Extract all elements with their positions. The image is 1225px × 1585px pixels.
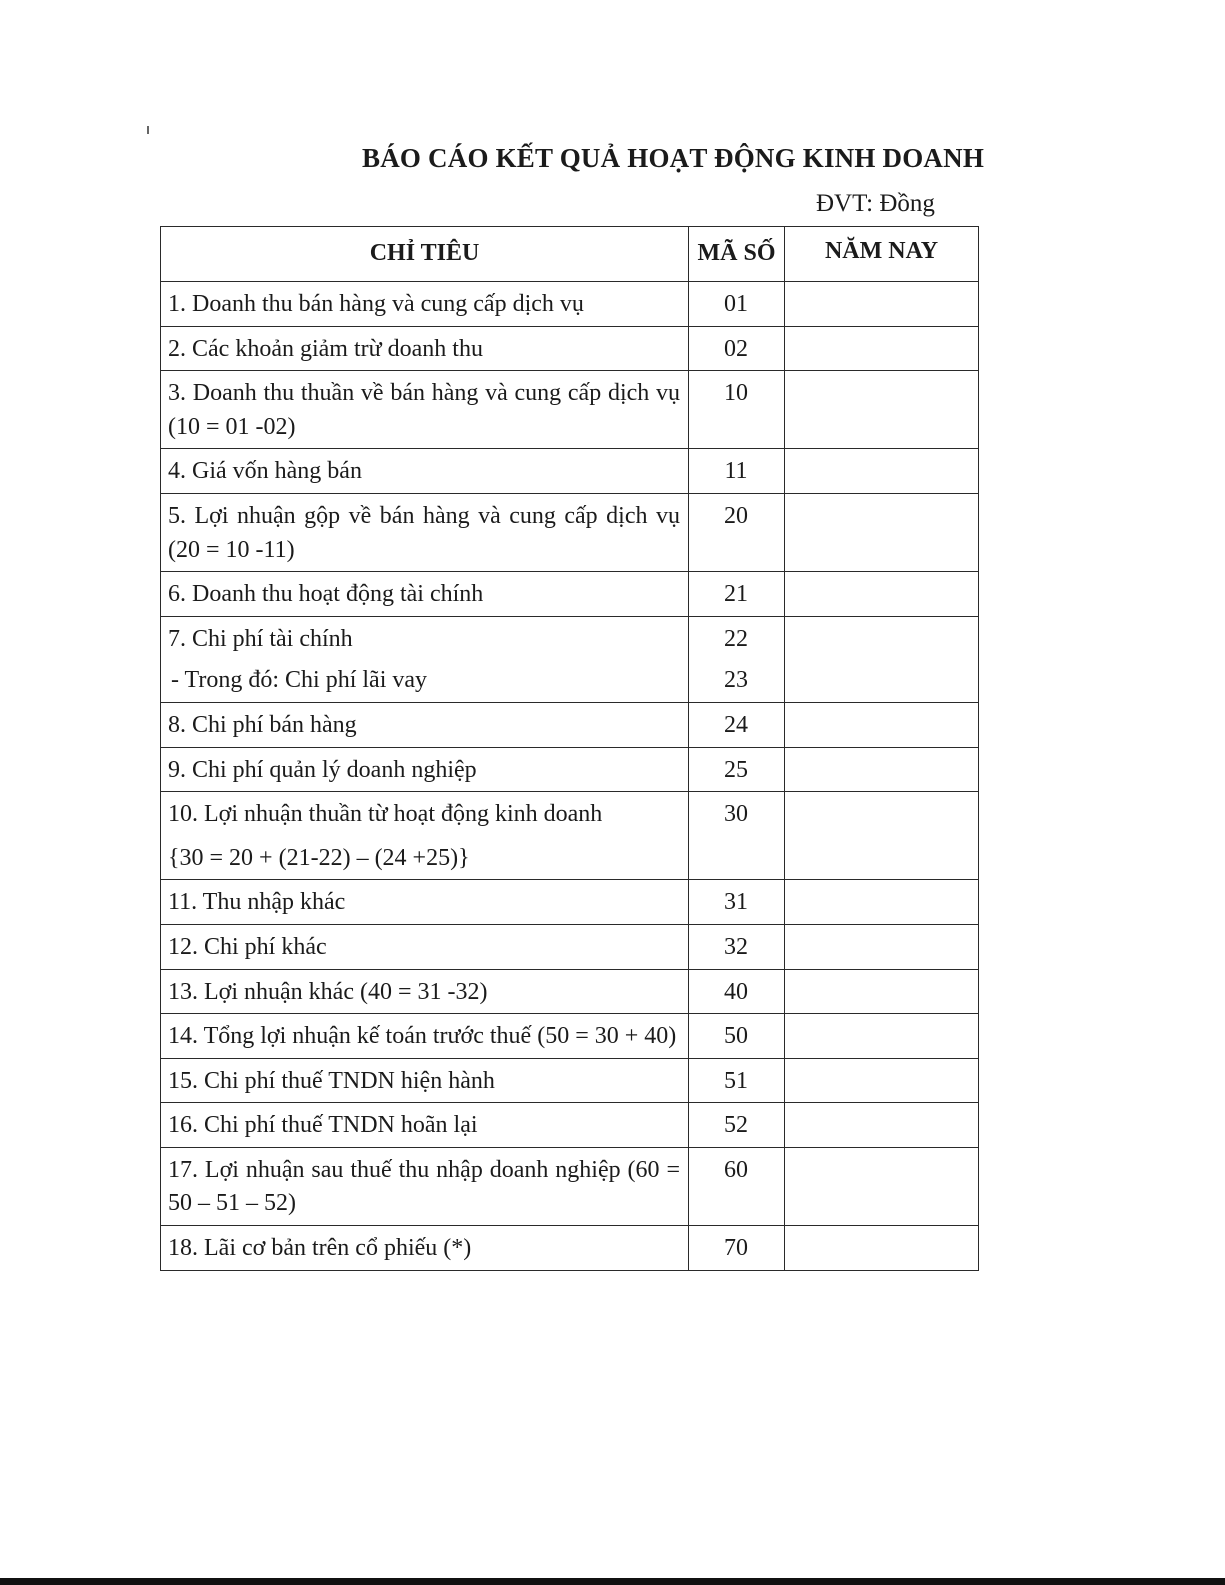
row-code: 40	[689, 969, 785, 1014]
table-row	[161, 1058, 979, 1103]
table-row	[161, 792, 979, 880]
row-label: 5. Lợi nhuận gộp về bán hàng và cung cấp dịch vụ (20 = 10 -11)	[161, 493, 689, 571]
row-value	[785, 880, 979, 925]
row-label: 7. Chi phí tài chính	[168, 625, 353, 652]
table-row	[161, 1226, 979, 1271]
report-title: BÁO CÁO KẾT QUẢ HOẠT ĐỘNG KINH DOANH	[362, 143, 985, 173]
row-label: 13. Lợi nhuận khác (40 = 31 -32)	[161, 969, 689, 1014]
row-label: 15. Chi phí thuế TNDN hiện hành	[161, 1058, 689, 1103]
table-row	[161, 702, 979, 747]
table-row	[161, 747, 979, 792]
row-value	[785, 449, 979, 494]
row-code: 52	[689, 1103, 785, 1148]
row-value	[785, 282, 979, 327]
row-code: 02	[689, 326, 785, 371]
row-label: 6. Doanh thu hoạt động tài chính	[161, 572, 689, 617]
row-code: 32	[689, 924, 785, 969]
row-label: 16. Chi phí thuế TNDN hoãn lại	[161, 1103, 689, 1148]
row-code: 25	[689, 747, 785, 792]
row-value	[785, 616, 979, 702]
row-value	[785, 702, 979, 747]
row-label: 8. Chi phí bán hàng	[161, 702, 689, 747]
row-code: 01	[689, 282, 785, 327]
row-value	[785, 493, 979, 571]
table-row	[161, 282, 979, 327]
row-value	[785, 1058, 979, 1103]
table-row	[161, 924, 979, 969]
row-label: 14. Tổng lợi nhuận kế toán trước thuế (50 = 30 + 40)	[161, 1014, 689, 1059]
row-label: 1. Doanh thu bán hàng và cung cấp dịch vụ	[161, 282, 689, 327]
row-label: 9. Chi phí quản lý doanh nghiệp	[161, 747, 689, 792]
row-sub-label: - Trong đó: Chi phí lãi vay	[171, 667, 428, 694]
row-label: 17. Lợi nhuận sau thuế thu nhập doanh nghiệp (60 = 50 – 51 – 52)	[161, 1147, 689, 1225]
row-value	[785, 1014, 979, 1059]
table-row	[161, 616, 979, 702]
header-indicator: CHỈ TIÊU	[161, 227, 689, 282]
row-value	[785, 969, 979, 1014]
row-value	[785, 747, 979, 792]
header-current-year: NĂM NAY	[785, 227, 979, 282]
row-value	[785, 1147, 979, 1225]
row-label: 2. Các khoản giảm trừ doanh thu	[161, 326, 689, 371]
table-row	[161, 449, 979, 494]
row-value	[785, 924, 979, 969]
table-row	[161, 1103, 979, 1148]
row-formula: {30 = 20 + (21-22) – (24 +25)}	[168, 844, 470, 871]
row-label: 3. Doanh thu thuần về bán hàng và cung cấp dịch vụ (10 = 01 -02)	[161, 371, 689, 449]
row-code: 30	[689, 792, 785, 880]
row-code: 22	[724, 625, 748, 652]
row-label: 12. Chi phí khác	[161, 924, 689, 969]
row-code: 24	[689, 702, 785, 747]
row-code: 51	[689, 1058, 785, 1103]
row-label: 4. Giá vốn hàng bán	[161, 449, 689, 494]
row-code-group	[689, 616, 785, 702]
table-row	[161, 326, 979, 371]
row-code: 21	[689, 572, 785, 617]
table-header-row	[161, 227, 979, 282]
row-label-group	[161, 616, 689, 702]
row-sub-code: 23	[724, 667, 748, 694]
row-code: 11	[689, 449, 785, 494]
page-bottom-border	[0, 1578, 1225, 1585]
table-row	[161, 371, 979, 449]
row-value	[785, 371, 979, 449]
row-code: 20	[689, 493, 785, 571]
header-code: MÃ SỐ	[689, 227, 785, 282]
row-code: 70	[689, 1226, 785, 1271]
row-code: 60	[689, 1147, 785, 1225]
row-label-group	[161, 792, 689, 880]
row-code: 31	[689, 880, 785, 925]
row-value	[785, 326, 979, 371]
scan-mark	[147, 126, 149, 134]
currency-unit: ĐVT: Đồng	[816, 190, 935, 217]
table-row	[161, 880, 979, 925]
table-row	[161, 572, 979, 617]
row-code: 50	[689, 1014, 785, 1059]
row-value	[785, 572, 979, 617]
row-value	[785, 1226, 979, 1271]
row-value	[785, 792, 979, 880]
row-label: 18. Lãi cơ bản trên cổ phiếu (*)	[161, 1226, 689, 1271]
row-value	[785, 1103, 979, 1148]
row-label: 10. Lợi nhuận thuần từ hoạt động kinh doanh	[168, 801, 603, 828]
table-row	[161, 969, 979, 1014]
table-row	[161, 1147, 979, 1225]
income-statement-table	[160, 226, 979, 1271]
row-label: 11. Thu nhập khác	[161, 880, 689, 925]
table-row	[161, 1014, 979, 1059]
row-code: 10	[689, 371, 785, 449]
table-row	[161, 493, 979, 571]
